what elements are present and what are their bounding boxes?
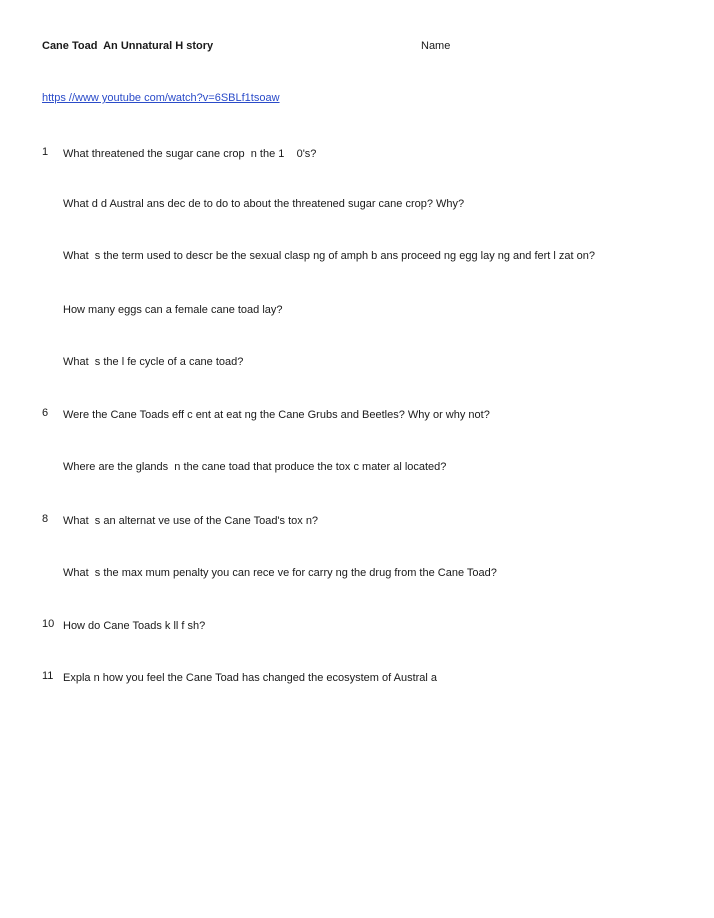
question-5: [0, 356, 714, 372]
question-1: [0, 148, 714, 164]
question-text: Expla n how you feel the Cane Toad has changed the ecosystem of Austral a: [63, 672, 438, 684]
question-text: What s an alternat ve use of the Cane Toad's tox n?: [63, 515, 319, 527]
question-text: Were the Cane Toads eff c ent at eat ng the Cane Grubs and Beetles? Why or why not?: [63, 409, 490, 421]
question-2: [0, 198, 714, 214]
question-11: [0, 672, 714, 688]
question-text: What s the term used to descr be the sexual clasp ng of amph b ans proceed ng egg lay ng and fert l zat on?: [63, 250, 595, 262]
question-number: 1: [42, 146, 49, 158]
question-8: [0, 515, 714, 531]
question-text: How do Cane Toads k ll f sh?: [63, 620, 206, 632]
question-10: [0, 620, 714, 636]
question-text: What s the l fe cycle of a cane toad?: [63, 356, 244, 368]
question-text: Where are the glands n the cane toad that produce the tox c mater al located?: [63, 461, 447, 473]
question-text: What s the max mum penalty you can rece ve for carry ng the drug from the Cane Toad?: [63, 567, 497, 579]
question-number: 10: [42, 618, 55, 630]
video-link[interactable]: https //www youtube com/watch?v=6SBLf1tsoaw: [42, 92, 280, 104]
question-text: What d d Austral ans dec de to do to about the threatened sugar cane crop? Why?: [63, 198, 465, 210]
question-text: How many eggs can a female cane toad lay?: [63, 304, 283, 316]
question-9: [0, 567, 714, 583]
question-6: [0, 409, 714, 425]
question-3: [0, 250, 714, 266]
question-number: 8: [42, 513, 49, 525]
question-text: What threatened the sugar cane crop n the 1 0's?: [63, 148, 317, 160]
question-number: 11: [42, 670, 54, 682]
question-7: [0, 461, 714, 477]
name-label: Name: [421, 40, 451, 52]
page-title: Cane Toad An Unnatural H story: [42, 40, 214, 52]
question-4: [0, 304, 714, 320]
question-number: 6: [42, 407, 49, 419]
